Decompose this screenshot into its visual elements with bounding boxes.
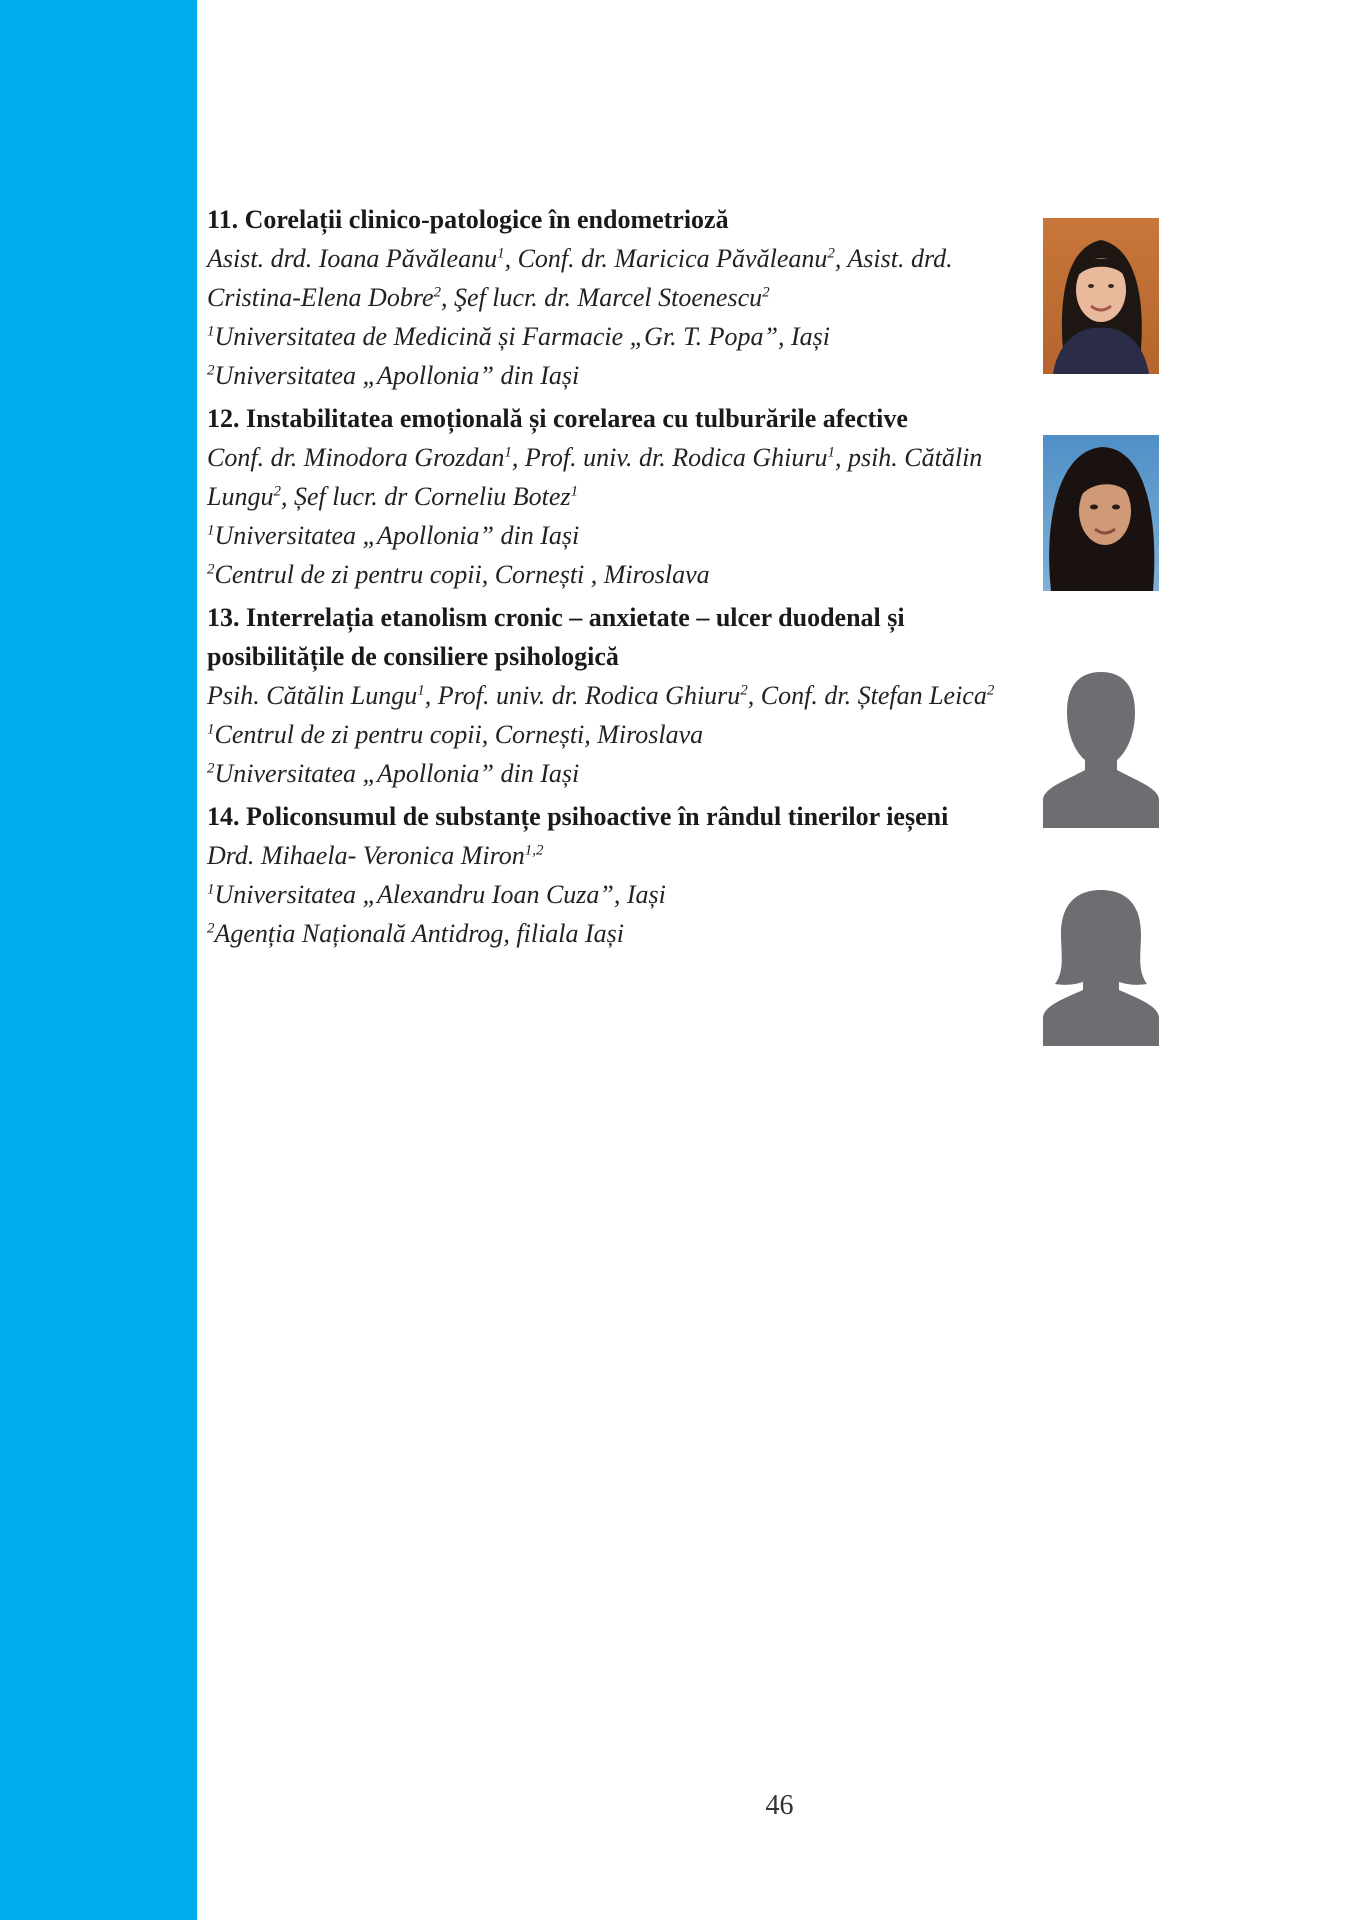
entry-12 — [207, 399, 1037, 594]
entry-affiliation: $^1$Universitatea de Medicină și Farmacie „Gr. T. Popa”, Iași — [207, 322, 831, 351]
entry-affiliation: $^1$Universitatea „Alexandru Ioan Cuza”, Iași — [207, 880, 666, 909]
author-photo-1 — [1043, 218, 1159, 374]
entry-title: 11. Corelații clinico-patologice în endometrioză — [207, 205, 729, 234]
entry-title: 12. Instabilitatea emoțională și corelarea cu tulburările afective — [207, 404, 908, 433]
author-photo-2 — [1043, 435, 1159, 591]
entry-authors: Drd. Mihaela- Veronica Miron$^{1,2}$ — [207, 841, 544, 870]
male-silhouette-icon — [1043, 672, 1159, 828]
entry-affiliation: $^1$Centrul de zi pentru copii, Cornești, Miroslava — [207, 720, 704, 749]
entry-14 — [207, 797, 1037, 953]
entry-11 — [207, 200, 1037, 395]
author-photo-3-placeholder — [1043, 672, 1159, 828]
side-accent-band — [0, 0, 197, 1920]
abstract-list — [207, 200, 1037, 953]
entry-authors: Asist. drd. Ioana Păvăleanu$^1$, Conf. dr. Maricica Păvăleanu$^2$, Asist. drd. Cristina-Elena Dobre$^2$, Şef lucr. dr. Marcel Stoenescu$^2$ — [207, 244, 953, 312]
entry-affiliation: $^2$Centrul de zi pentru copii, Cornești , Miroslava — [207, 560, 710, 589]
portrait-photo-icon — [1043, 218, 1159, 374]
entry-13 — [207, 598, 1037, 793]
entry-authors: Psih. Cătălin Lungu$^1$, Prof. univ. dr. Rodica Ghiuru$^2$, Conf. dr. Ștefan Leica$^2$ — [207, 681, 995, 710]
entry-authors: Conf. dr. Minodora Grozdan$^1$, Prof. univ. dr. Rodica Ghiuru$^1$, psih. Cătălin Lungu$^2$, Șef lucr. dr Corneliu Botez$^1$ — [207, 443, 983, 511]
female-silhouette-icon — [1043, 890, 1159, 1046]
entry-affiliation: $^2$Agenția Națională Antidrog, filiala Iași — [207, 919, 625, 948]
author-photo-4-placeholder — [1043, 890, 1159, 1046]
entry-title: 14. Policonsumul de substanțe psihoactive în rândul tinerilor ieșeni — [207, 802, 949, 831]
entry-affiliation: $^1$Universitatea „Apollonia” din Iași — [207, 521, 580, 550]
page-number: 46 — [765, 1790, 794, 1821]
entry-title: 13. Interrelația etanolism cronic – anxietate – ulcer duodenal și posibilitățile de consiliere psihologică — [207, 603, 905, 671]
portrait-photo-icon — [1043, 435, 1159, 591]
entry-affiliation: $^2$Universitatea „Apollonia” din Iași — [207, 759, 580, 788]
entry-affiliation: $^2$Universitatea „Apollonia” din Iași — [207, 361, 580, 390]
